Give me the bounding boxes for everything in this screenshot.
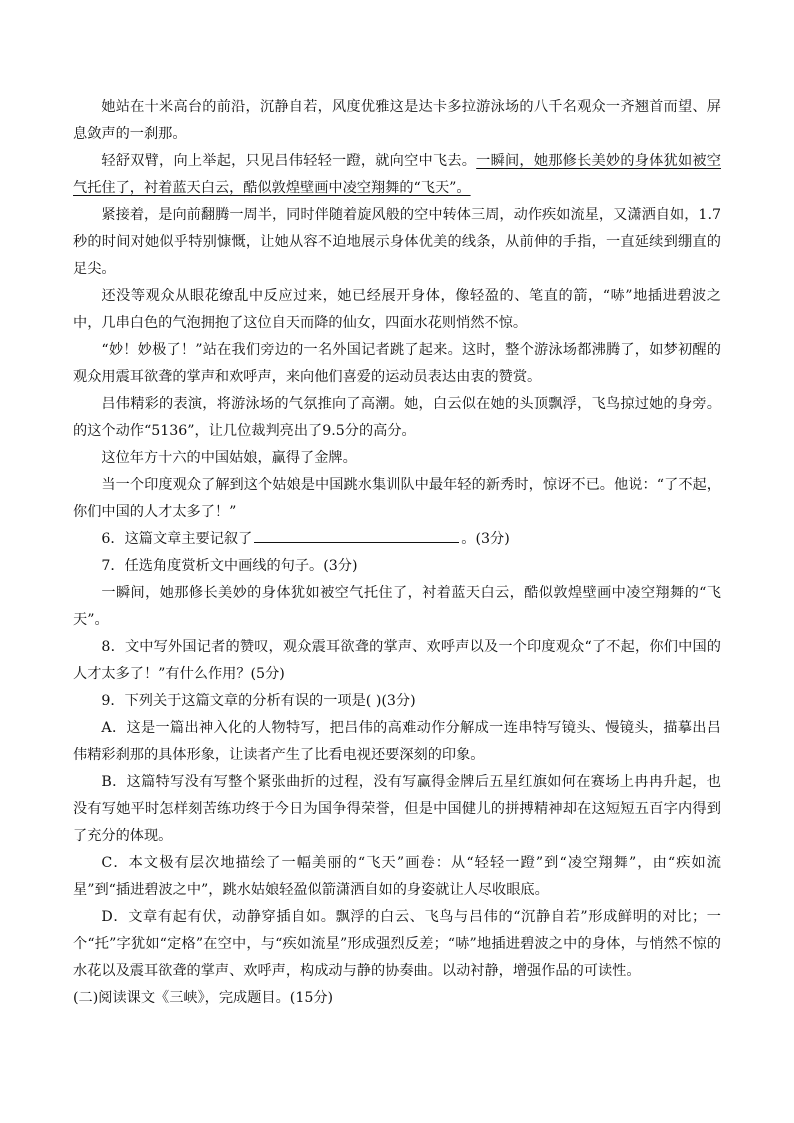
question-7: 7．任选角度赏析文中画线的句子。(3分) [101,558,358,574]
option-d: D．文章有起有伏，动静穿插自如。飘浮的白云、飞鸟与吕伟的“沉静自若”形成鲜明的对比；一个“托”字犹如“定格”在空中，与“疾如流星”形成强烈反差；“哧”地插进碧波之中的身体，与悄然不惊的水花以及震耳欲聋的掌声、欢呼声，构成动与静的协奏曲。以动衬静，增强作品的可读性。 [73,909,721,979]
option-c: C．本文极有层次地描绘了一幅美丽的“飞天”画卷：从“轻轻一蹬”到“凌空翔舞”，由“疾如流星”到“插进碧波之中”，跳水姑娘轻盈似箭潇洒自如的身姿就让人尽收眼底。 [73,855,721,898]
passage-paragraph-2-text: 轻舒双臂，向上举起，只见吕伟轻轻一蹬，就向空中飞去。 [101,153,477,169]
passage-paragraph-6: 吕伟精彩的表演，将游泳场的气氛推向了高潮。她，白云似在她的头顶飘浮，飞鸟掠过她的身旁。的这个动作“5136”，让几位裁判亮出了9.5分的高分。 [73,396,721,439]
section-heading: (二)阅读课文《三峡》，完成题目。(15分) [73,990,334,1006]
option-b: B．这篇特写没有写整个紧张曲折的过程，没有写赢得金牌后五星红旗如何在赛场上冉冉升起，也没有写她平时怎样刻苦练功终于今日为国争得荣誉，但是中国健儿的拼搏精神却在这短短五百字内得到了充分的体现。 [73,774,721,844]
question-8: 8．文中写外国记者的赞叹，观众震耳欲聋的掌声、欢呼声以及一个印度观众“了不起，你们中国的人才太多了！”有什么作用？(5分) [73,639,721,682]
passage-paragraph-8: 当一个印度观众了解到这个姑娘是中国跳水集训队中最年轻的新秀时，惊讶不已。他说：“了不起，你们中国的人才太多了！” [73,477,721,520]
passage-paragraph-4: 还没等观众从眼花缭乱中反应过来，她已经展开身体，像轻盈的、笔直的箭，“哧”地插进碧波之中，几串白色的气泡拥抱了这位自天而降的仙女，四面水花则悄然不惊。 [73,288,721,331]
answer-blank [254,528,459,543]
underlined-sentence: 一瞬间，她那修长美妙的身体犹如被空气托住了，衬着蓝天白云，酷似敦煌壁画中凌空翔舞的“飞天”。 [73,153,721,196]
question-6-score: 。(3分) [461,531,510,547]
passage-paragraph-7: 这位年方十六的中国姑娘，赢得了金牌。 [101,450,357,466]
document-body [73,94,721,1012]
question-6 [73,526,721,553]
question-9: 9．下列关于这篇文章的分析有误的一项是( )(3分) [101,693,416,709]
question-7-quote: 一瞬间，她那修长美妙的身体犹如被空气托住了，衬着蓝天白云，酷似敦煌壁画中凌空翔舞的“飞天”。 [73,585,721,628]
passage-paragraph-1: 她站在十米高台的前沿，沉静自若，风度优雅这是达卡多拉游泳场的八千名观众一齐翘首而望、屏息敛声的一刹那。 [73,99,721,142]
passage-paragraph-2 [73,148,721,202]
question-6-prompt: 6．这篇文章主要记叙了 [101,531,253,547]
option-a: A．这是一篇出神入化的人物特写，把吕伟的高难动作分解成一连串特写镜头、慢镜头，描摹出吕伟精彩刹那的具体形象，让读者产生了比看电视还要深刻的印象。 [73,720,721,763]
passage-paragraph-3: 紧接着，是向前翻腾一周半，同时伴随着旋风般的空中转体三周，动作疾如流星，又潇洒自如，1.7秒的时间对她似乎特别慷慨，让她从容不迫地展示身体优美的线条，从前伸的手指，一直延续到绷直的足尖。 [73,207,721,277]
passage-paragraph-5: “妙！妙极了！”站在我们旁边的一名外国记者跳了起来。这时，整个游泳场都沸腾了，如梦初醒的观众用震耳欲聋的掌声和欢呼声，来向他们喜爱的运动员表达由衷的赞赏。 [73,342,721,385]
